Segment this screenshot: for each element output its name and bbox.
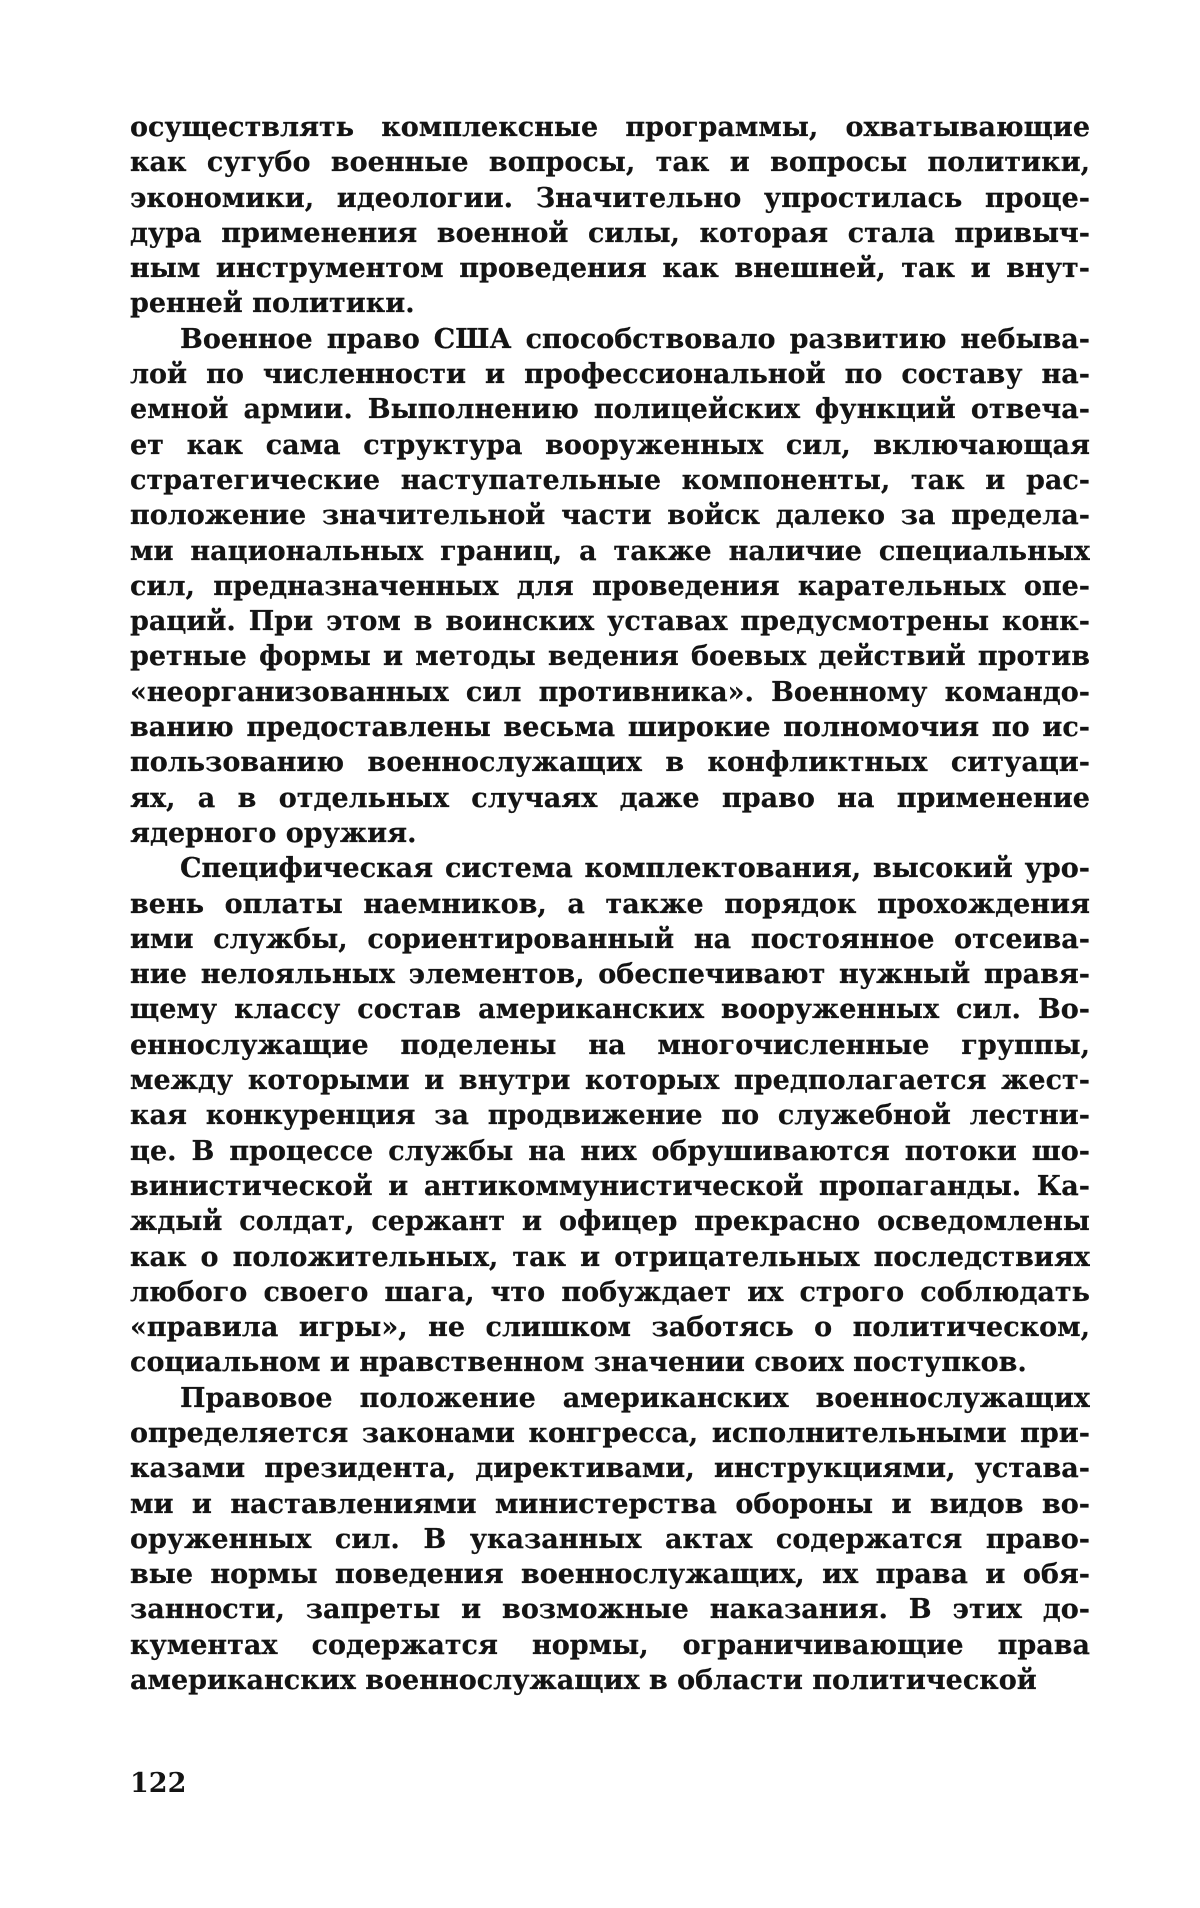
text-line: ние нелояльных элементов, обеспечивают нужный правя- (130, 959, 1090, 991)
paragraph (130, 110, 1090, 322)
text-line: щему классу состав американских вооруженных сил. Во- (130, 994, 1090, 1026)
text-line: стратегические наступательные компоненты, так и рас- (130, 464, 1090, 496)
text-line: как о положительных, так и отрицательных последствиях (130, 1241, 1090, 1273)
text-line: американских военнослужащих в области политической (130, 1665, 1037, 1697)
text-line: кая конкуренция за продвижение по служебной лестни- (130, 1100, 1090, 1132)
text-line: между которыми и внутри которых предполагается жест- (130, 1065, 1090, 1097)
text-line: ях, а в отдельных случаях даже право на применение (130, 782, 1090, 814)
text-line: ждый солдат, сержант и офицер прекрасно осведомлены (130, 1206, 1090, 1238)
paragraph (130, 322, 1090, 851)
page-number: 122 (130, 1768, 187, 1799)
text-line: еннослужащие поделены на многочисленные группы, (130, 1029, 1090, 1061)
text-line: социальном и нравственном значении своих поступков. (130, 1347, 1027, 1379)
text-line: ет как сама структура вооруженных сил, включающая (130, 429, 1090, 461)
text-line: казами президента, директивами, инструкциями, устава- (130, 1453, 1090, 1485)
text-line: лой по численности и профессиональной по составу на- (130, 359, 1090, 391)
text-line: ренней политики. (130, 288, 415, 320)
text-line: Правовое положение американских военнослужащих (180, 1382, 1090, 1414)
text-line: «правила игры», не слишком заботясь о политическом, (130, 1312, 1090, 1344)
text-line: Военное право США способствовало развитию небыва- (180, 323, 1090, 355)
text-line: оруженных сил. В указанных актах содержатся право- (130, 1523, 1090, 1555)
text-line: ими службы, сориентированный на постоянное отсеива- (130, 923, 1090, 955)
text-line: винистической и антикоммунистической пропаганды. Ка- (130, 1170, 1090, 1202)
text-line: ми национальных границ, а также наличие специальных (130, 535, 1090, 567)
text-line: ным инструментом проведения как внешней, так и внут- (130, 253, 1090, 285)
paragraph (130, 851, 1090, 1380)
text-line: ванию предоставлены весьма широкие полномочия по ис- (130, 712, 1090, 744)
text-line: ми и наставлениями министерства обороны и видов во- (130, 1488, 1090, 1520)
text-line: емной армии. Выполнению полицейских функций отвеча- (130, 394, 1090, 426)
text-line: ретные формы и методы ведения боевых действий против (130, 641, 1090, 673)
text-line: вень оплаты наемников, а также порядок прохождения (130, 888, 1090, 920)
text-line: це. В процессе службы на них обрушиваются потоки шо- (130, 1135, 1090, 1167)
text-line: ядерного оружия. (130, 817, 417, 849)
text-line: любого своего шага, что побуждает их строго соблюдать (130, 1276, 1090, 1308)
text-line: дура применения военной силы, которая стала привыч- (130, 217, 1090, 249)
body-text (130, 110, 1090, 1698)
text-line: осуществлять комплексные программы, охватывающие (130, 112, 1090, 143)
text-line: Специфическая система комплектования, высокий уро- (180, 853, 1090, 885)
text-line: занности, запреты и возможные наказания. В этих до- (130, 1594, 1090, 1626)
text-line: пользованию военнослужащих в конфликтных ситуаци- (130, 747, 1090, 779)
text-line: вые нормы поведения военнослужащих, их права и обя- (130, 1559, 1090, 1591)
text-line: как сугубо военные вопросы, так и вопросы политики, (130, 147, 1090, 179)
text-line: положение значительной части войск далеко за предела- (130, 500, 1090, 532)
text-line: «неорганизованных сил противника». Военному командо- (130, 676, 1090, 708)
text-line: сил, предназначенных для проведения карательных опе- (130, 570, 1090, 602)
text-line: раций. При этом в воинских уставах предусмотрены конк- (130, 606, 1090, 638)
paragraph (130, 1381, 1090, 1699)
text-line: определяется законами конгресса, исполнительными при- (130, 1417, 1090, 1449)
text-line: экономики, идеологии. Значительно упростилась проце- (130, 182, 1090, 214)
text-line: кументах содержатся нормы, ограничивающие права (130, 1629, 1090, 1661)
